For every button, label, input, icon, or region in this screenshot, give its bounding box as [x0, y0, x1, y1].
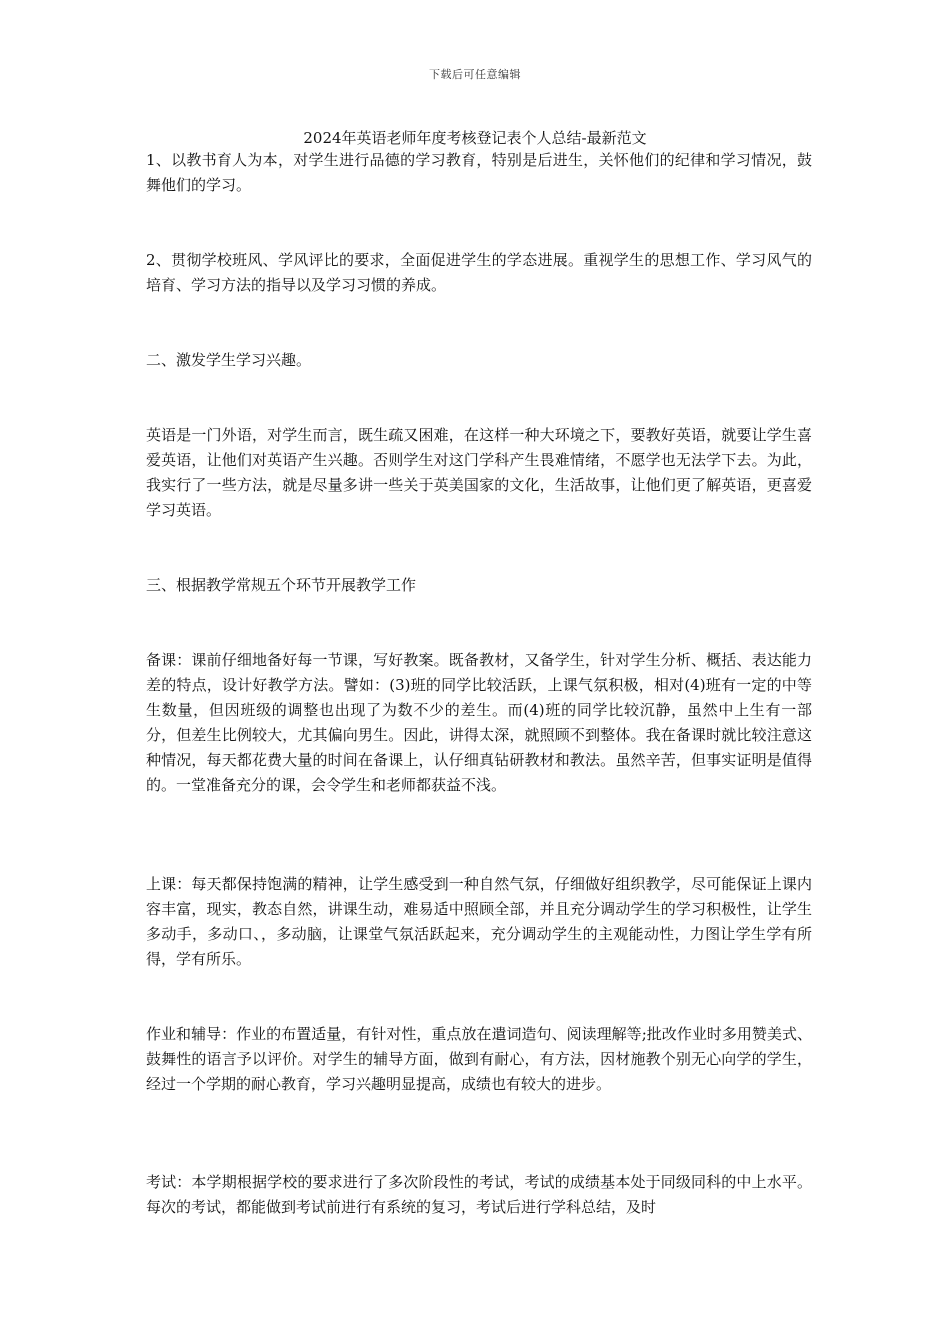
paragraph-section-3-heading: 三、根据教学常规五个环节开展教学工作 [146, 576, 417, 594]
paragraph-exam: 考试：本学期根据学校的要求进行了多次阶段性的考试，考试的成绩基本处于同级同科的中上水平。每次的考试，都能做到考试前进行有系统的复习，考试后进行学科总结，及时 [146, 1173, 812, 1216]
paragraph-lesson-prep: 备课：课前仔细地备好每一节课，写好教案。既备教材，又备学生，针对学生分析、概括、表达能力差的特点，设计好教学方法。譬如：(3)班的同学比较活跃，上课气氛积极，相对(4)班有一定的中等生数量，但因班级的调整也出现了为数不少的差生。而(4)班的同学比较沉静，虽然中上生有一部分，但差生比例较大，尤其偏向男生。因此，讲得太深，就照顾不到整体。我在备课时就比较注意这种情况，每天都花费大量的时间在备课上，认仔细真钻研教材和教法。虽然辛苦，但事实证明是值得的。一堂准备充分的课，会令学生和老师都获益不浅。 [146, 651, 812, 794]
paragraph-2: 2、贯彻学校班风、学风评比的要求，全面促进学生的学态进展。重视学生的思想工作、学习风气的培育、学习方法的指导以及学习习惯的养成。 [146, 251, 812, 294]
paragraph-homework: 作业和辅导：作业的布置适量，有针对性，重点放在遣词造句、阅读理解等;批改作业时多用赞美式、鼓舞性的语言予以评价。对学生的辅导方面，做到有耐心，有方法，因材施教个别无心向学的学生，经过一个学期的耐心教育，学习兴趣明显提高，成绩也有较大的进步。 [146, 1025, 812, 1093]
paragraph-1: 1、以教书育人为本，对学生进行品德的学习教育，特别是后进生，关怀他们的纪律和学习情况，鼓舞他们的学习。 [146, 151, 812, 194]
paragraph-section-2-heading: 二、激发学生学习兴趣。 [146, 351, 312, 369]
header-note: 下载后可任意编辑 [429, 68, 521, 81]
paragraph-class: 上课：每天都保持饱满的精神，让学生感受到一种自然气氛，仔细做好组织教学，尽可能保证上课内容丰富，现实，教态自然，讲课生动，难易适中照顾全部，并且充分调动学生的学习积极性，让学生多动手，多动口、，多动脑，让课堂气氛活跃起来，充分调动学生的主观能动性，力图让学生学有所得，学有所乐。 [146, 875, 812, 968]
document-title: 2024年英语老师年度考核登记表个人总结-最新范文 [303, 129, 647, 147]
paragraph-3: 英语是一门外语，对学生而言，既生疏又困难，在这样一种大环境之下，要教好英语，就要让学生喜爱英语，让他们对英语产生兴趣。否则学生对这门学科产生畏难情绪，不愿学也无法学下去。为此，我实行了一些方法，就是尽量多讲一些关于英美国家的文化，生活故事，让他们更了解英语，更喜爱学习英语。 [146, 426, 812, 519]
